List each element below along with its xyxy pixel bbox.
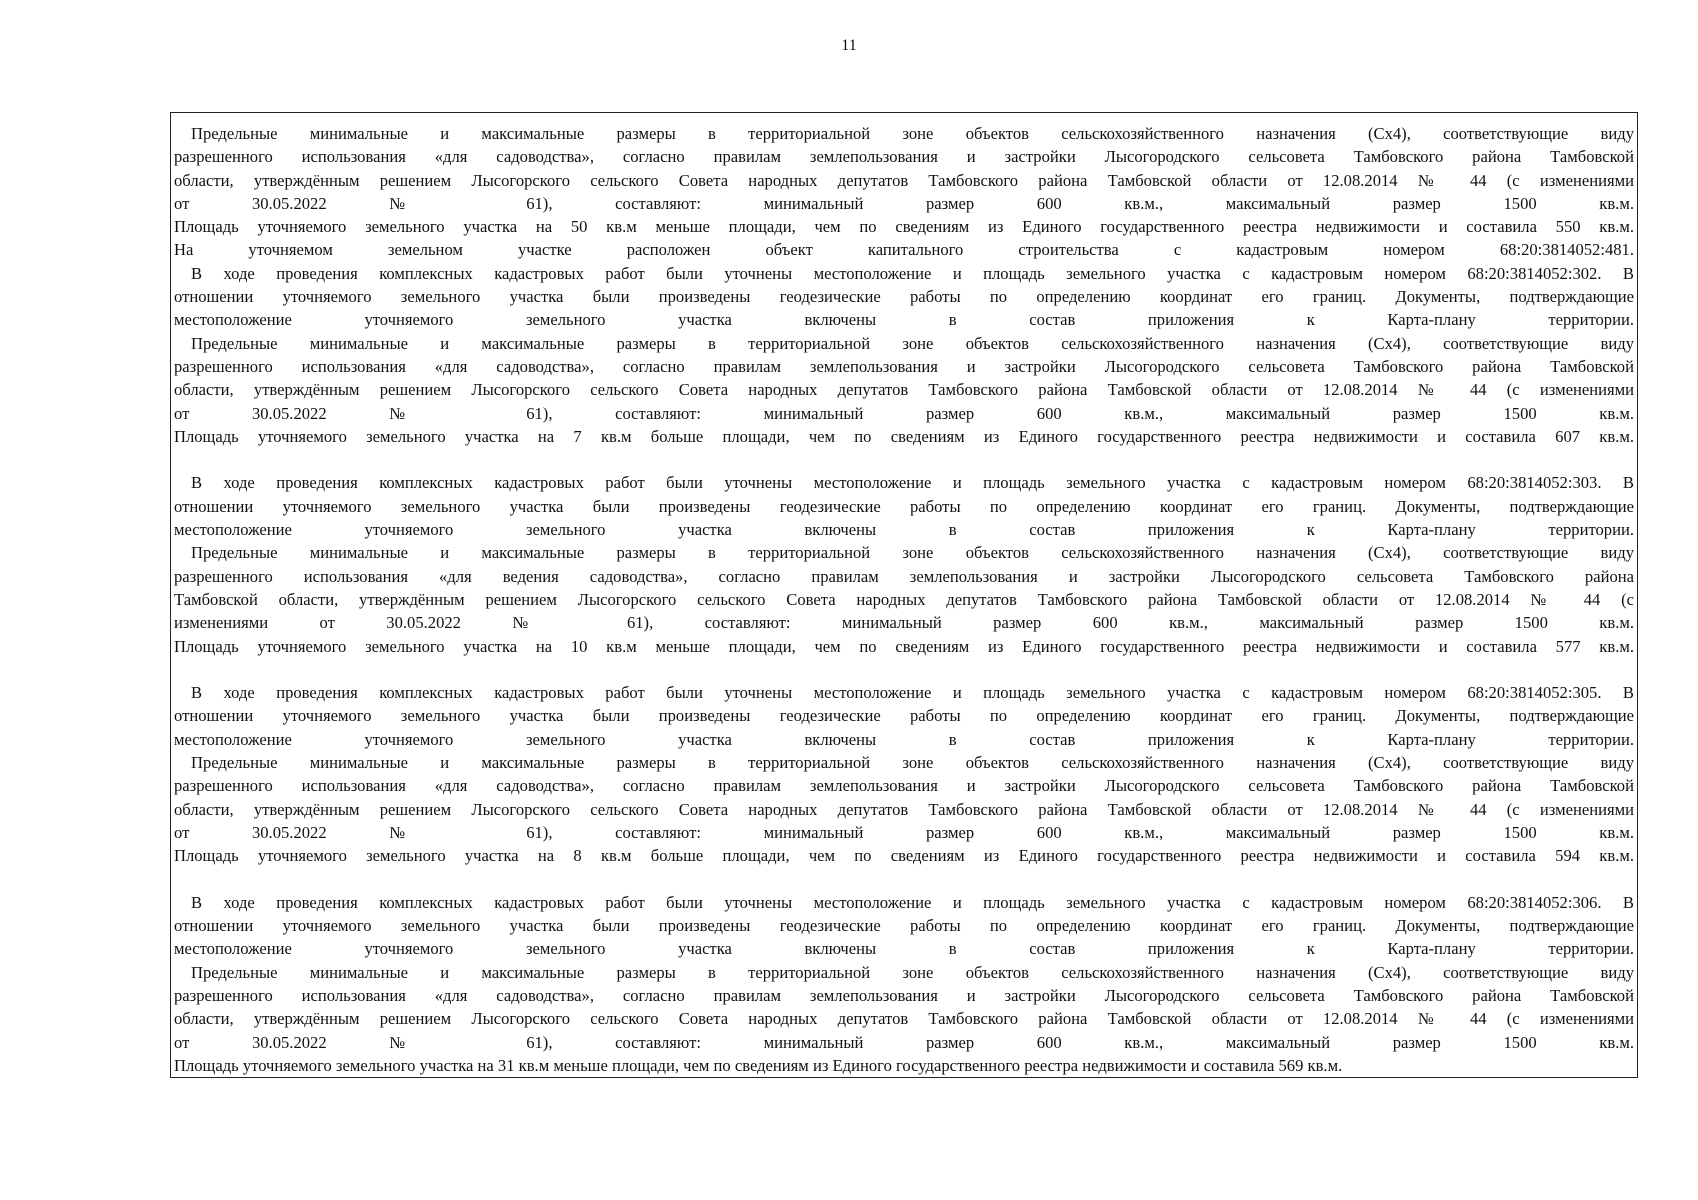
page-number: 11 [841, 37, 857, 54]
text-line: отношении уточняемого земельного участка были произведены геодезические работы по определению координат его границ. Документы, подтверждающие [174, 287, 1634, 307]
text-line: разрешенного использования «для садоводства», согласно правилам землепользования и застройки Лысогородского сельсовета Тамбовского района Тамбовской [174, 985, 1634, 1005]
text-line: Предельные минимальные и максимальные размеры в территориальной зоне объектов сельскохозяйственного назначения (Сх4), соответствующие виду [191, 962, 1634, 982]
text-line: области, утверждённым решением Лысогорского сельского Совета народных депутатов Тамбовского района Тамбовской области от 12.08.2014 № 44 (с изменениями [174, 380, 1634, 400]
blank-line [174, 448, 1634, 471]
text-line: местоположение уточняемого земельного участка включены в состав приложения к Карта-плану территории. [174, 310, 1634, 330]
text-line: Площадь уточняемого земельного участка на 10 кв.м меньше площади, чем по сведениям из Единого государственного реестра недвижимости и составила 577 кв.м. [174, 636, 1634, 656]
text-line: разрешенного использования «для садоводства», согласно правилам землепользования и застройки Лысогородского сельсовета Тамбовского района Тамбовской [174, 776, 1634, 796]
text-line: Площадь уточняемого земельного участка на 8 кв.м больше площади, чем по сведениям из Единого государственного реестра недвижимости и составила 594 кв.м. [174, 846, 1634, 866]
text-line: Предельные минимальные и максимальные размеры в территориальной зоне объектов сельскохозяйственного назначения (Сх4), соответствующие виду [191, 124, 1634, 143]
text-line: местоположение уточняемого земельного участка включены в состав приложения к Карта-плану территории. [174, 520, 1634, 540]
text-line: от 30.05.2022 № 61), составляют: минимальный размер 600 кв.м., максимальный размер 1500 кв.м. [174, 822, 1634, 842]
text-line: Площадь уточняемого земельного участка на 50 кв.м меньше площади, чем по сведениям из Единого государственного реестра недвижимости и составила 550 кв.м. [174, 217, 1634, 237]
text-line: разрешенного использования «для садоводства», согласно правилам землепользования и застройки Лысогородского сельсовета Тамбовского района Тамбовской [174, 356, 1634, 376]
text-line: отношении уточняемого земельного участка были произведены геодезические работы по определению координат его границ. Документы, подтверждающие [174, 496, 1634, 516]
text-line: В ходе проведения комплексных кадастровых работ были уточнены местоположение и площадь земельного участка с кадастровым номером 68:20:3814052:303. В [191, 473, 1634, 493]
text-line: В ходе проведения комплексных кадастровых работ были уточнены местоположение и площадь земельного участка с кадастровым номером 68:20:3814052:305. В [191, 683, 1634, 703]
text-line: Площадь уточняемого земельного участка на 31 кв.м меньше площади, чем по сведениям из Единого государственного реестра недвижимости и составила 569 кв.м. [174, 1055, 1343, 1075]
text-line: области, утверждённым решением Лысогорского сельского Совета народных депутатов Тамбовского района Тамбовской области от 12.08.2014 № 44 (с изменениями [174, 799, 1634, 819]
text-line: разрешенного использования «для ведения садоводства», согласно правилам землепользования и застройки Лысогородского сельсовета Тамбовского района [174, 566, 1634, 586]
text-line: области, утверждённым решением Лысогорского сельского Совета народных депутатов Тамбовского района Тамбовской области от 12.08.2014 № 44 (с изменениями [174, 1009, 1634, 1029]
text-line: Предельные минимальные и максимальные размеры в территориальной зоне объектов сельскохозяйственного назначения (Сх4), соответствующие виду [191, 753, 1634, 773]
blank-line [174, 658, 1634, 681]
text-line: Тамбовской области, утверждённым решением Лысогорского сельского Совета народных депутатов Тамбовского района Тамбовской области от 12.08.2014 № 44 (с [174, 589, 1634, 609]
text-line: местоположение уточняемого земельного участка включены в состав приложения к Карта-плану территории. [174, 939, 1634, 959]
text-line: от 30.05.2022 № 61), составляют: минимальный размер 600 кв.м., максимальный размер 1500 кв.м. [174, 1032, 1634, 1052]
text-line: отношении уточняемого земельного участка были произведены геодезические работы по определению координат его границ. Документы, подтверждающие [174, 706, 1634, 726]
text-line: В ходе проведения комплексных кадастровых работ были уточнены местоположение и площадь земельного участка с кадастровым номером 68:20:3814052:306. В [191, 892, 1634, 912]
text-line: Предельные минимальные и максимальные размеры в территориальной зоне объектов сельскохозяйственного назначения (Сх4), соответствующие виду [191, 333, 1634, 353]
text-line: отношении уточняемого земельного участка были произведены геодезические работы по определению координат его границ. Документы, подтверждающие [174, 916, 1634, 936]
text-line: области, утверждённым решением Лысогорского сельского Совета народных депутатов Тамбовского района Тамбовской области от 12.08.2014 № 44 (с изменениями [174, 170, 1634, 190]
text-line: от 30.05.2022 № 61), составляют: минимальный размер 600 кв.м., максимальный размер 1500 кв.м. [174, 403, 1634, 423]
blank-line [174, 868, 1634, 891]
text-line: изменениями от 30.05.2022 № 61), составляют: минимальный размер 600 кв.м., максимальный размер 1500 кв.м. [174, 613, 1634, 633]
text-line: разрешенного использования «для садоводства», согласно правилам землепользования и застройки Лысогородского сельсовета Тамбовского района Тамбовской [174, 147, 1634, 167]
text-line: Предельные минимальные и максимальные размеры в территориальной зоне объектов сельскохозяйственного назначения (Сх4), соответствующие виду [191, 543, 1634, 563]
text-line: местоположение уточняемого земельного участка включены в состав приложения к Карта-плану территории. [174, 729, 1634, 749]
text-line: Площадь уточняемого земельного участка на 7 кв.м больше площади, чем по сведениям из Единого государственного реестра недвижимости и составила 607 кв.м. [174, 426, 1634, 446]
text-line: от 30.05.2022 № 61), составляют: минимальный размер 600 кв.м., максимальный размер 1500 кв.м. [174, 193, 1634, 213]
text-frame [170, 112, 1638, 1078]
text-line: На уточняемом земельном участке расположен объект капитального строительства с кадастровым номером 68:20:3814052:481. [174, 240, 1634, 260]
text-line: В ходе проведения комплексных кадастровых работ были уточнены местоположение и площадь земельного участка с кадастровым номером 68:20:3814052:302. В [191, 263, 1634, 283]
